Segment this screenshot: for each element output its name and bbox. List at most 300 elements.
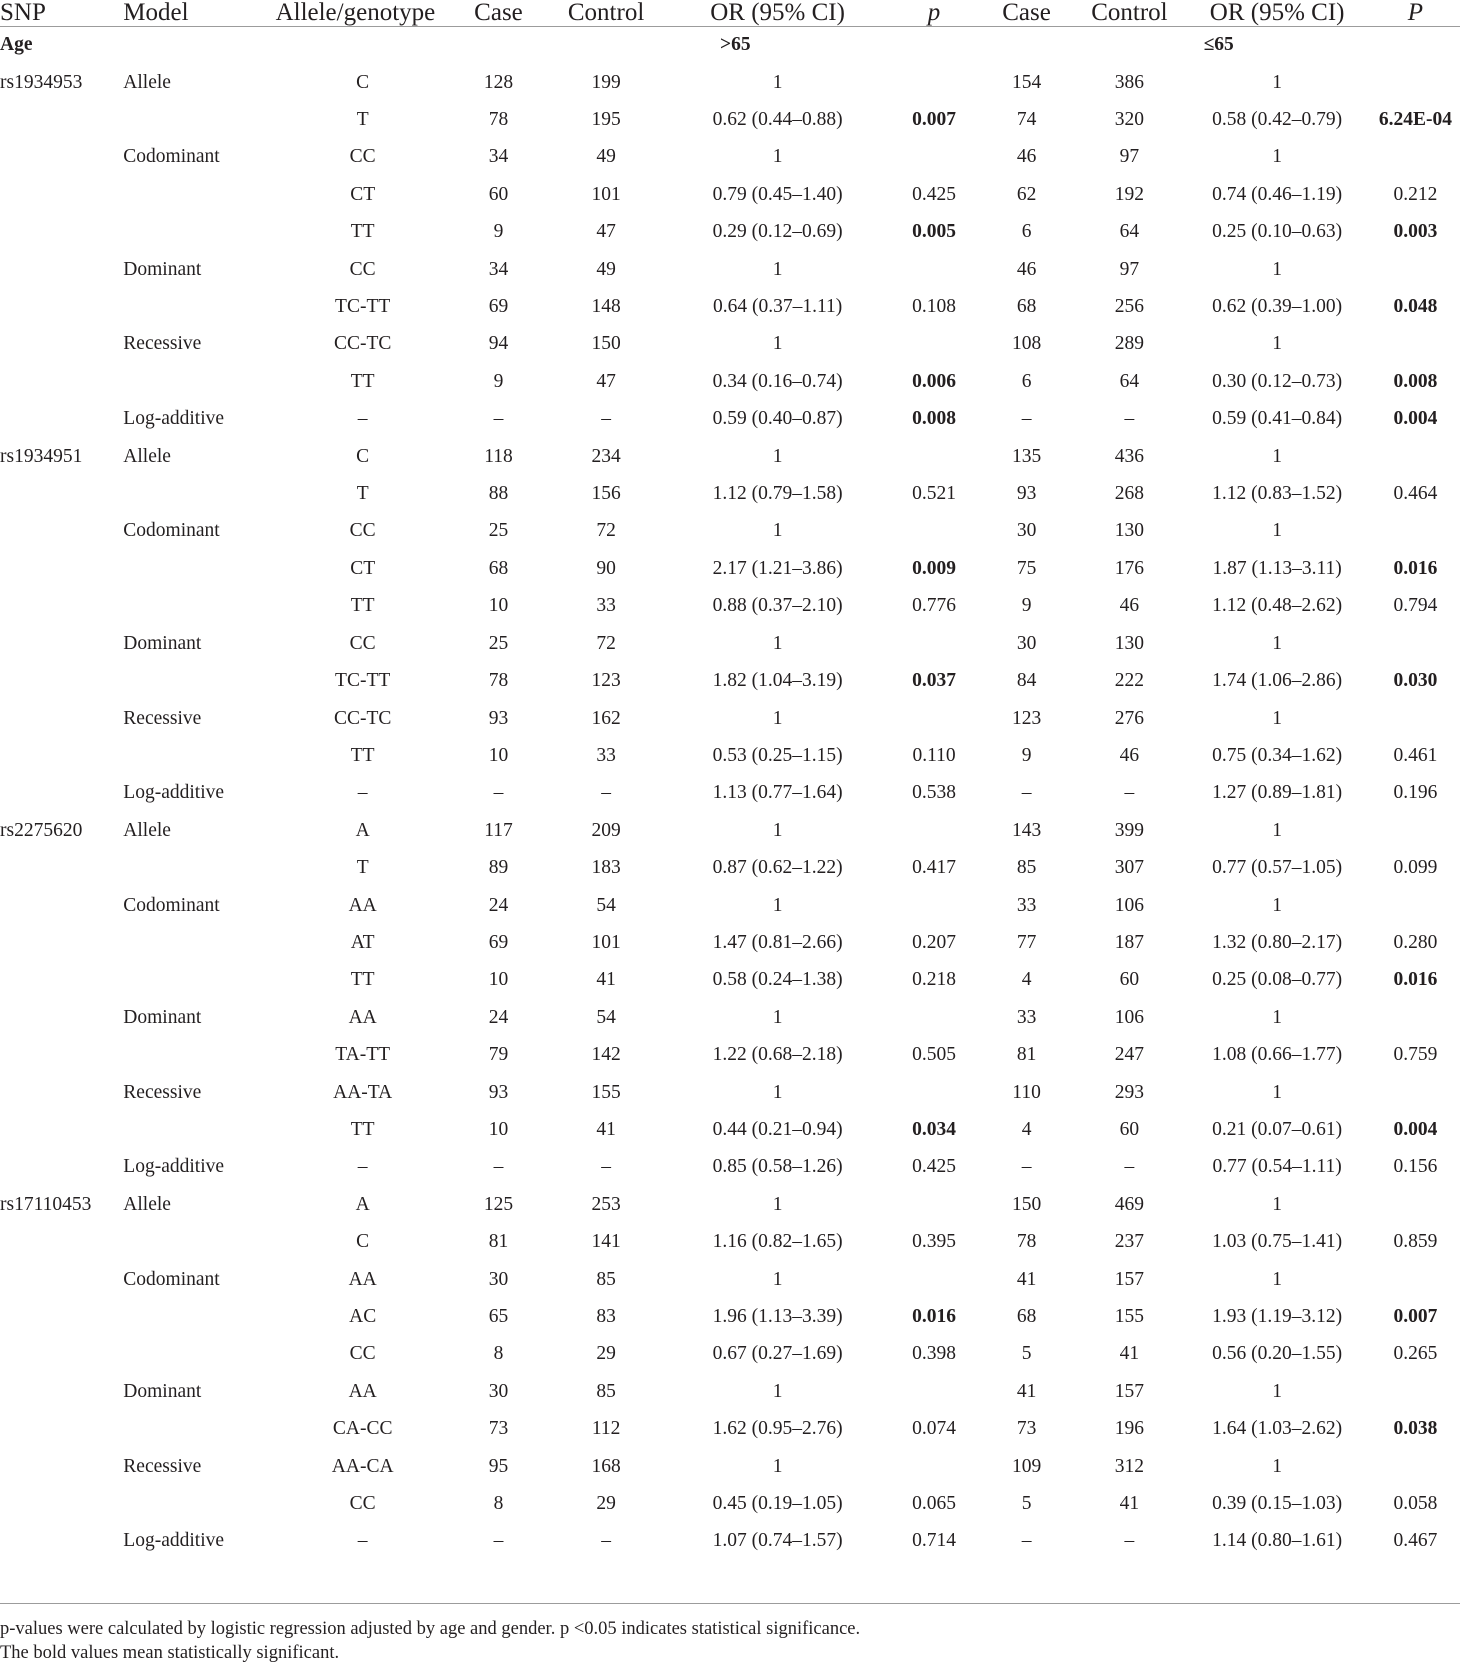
header-case-group1: Case bbox=[474, 0, 523, 26]
table-body bbox=[0, 27, 1460, 1561]
table-row bbox=[0, 1448, 1460, 1485]
table-row bbox=[0, 887, 1460, 924]
cell-or-gt65: 1 bbox=[772, 1193, 783, 1215]
cell-genotype: TT bbox=[350, 1118, 375, 1140]
cell-p-le65: 0.280 bbox=[1393, 931, 1438, 953]
cell-or-le65: 1 bbox=[1272, 1006, 1283, 1028]
header-allele-genotype: Allele/genotype bbox=[275, 0, 436, 26]
cell-case-gt65: 10 bbox=[488, 969, 509, 991]
cell-genotype: AA bbox=[348, 1006, 377, 1028]
cell-p-le65 bbox=[1371, 999, 1460, 1036]
cell-or-le65: 0.25 (0.08–0.77) bbox=[1212, 969, 1343, 991]
cell-or-gt65: 1.22 (0.68–2.18) bbox=[712, 1044, 843, 1066]
cell-or-gt65: 1 bbox=[772, 445, 783, 467]
table-row bbox=[0, 924, 1460, 961]
cell-case-gt65: 128 bbox=[483, 71, 514, 93]
cell-case-gt65: 78 bbox=[488, 670, 509, 692]
cell-case-le65: 46 bbox=[1016, 258, 1037, 280]
cell-p-le65: 0.003 bbox=[1393, 221, 1438, 243]
table-row bbox=[0, 1485, 1460, 1522]
cell-p-le65: 0.196 bbox=[1393, 782, 1438, 804]
cell-control-le65: – bbox=[1124, 408, 1135, 430]
cell-or-le65: 1 bbox=[1272, 71, 1283, 93]
cell-control-le65: 276 bbox=[1114, 707, 1145, 729]
cell-model bbox=[123, 288, 275, 325]
cell-genotype: TC-TT bbox=[335, 296, 391, 318]
cell-or-gt65: 0.44 (0.21–0.94) bbox=[712, 1118, 843, 1140]
cell-case-le65: 33 bbox=[1016, 1006, 1037, 1028]
footnote-divider bbox=[0, 1603, 1460, 1604]
cell-snp bbox=[0, 1448, 123, 1485]
cell-case-gt65: 9 bbox=[493, 221, 504, 243]
table-row bbox=[0, 401, 1460, 438]
cell-model bbox=[123, 475, 275, 512]
cell-control-gt65: 33 bbox=[596, 595, 616, 617]
cell-snp bbox=[0, 1261, 123, 1298]
cell-model: Codominant bbox=[123, 894, 220, 916]
cell-case-gt65: 24 bbox=[488, 894, 509, 916]
cell-or-le65: 1 bbox=[1272, 894, 1283, 916]
cell-control-le65: 222 bbox=[1114, 670, 1145, 692]
cell-case-le65: 9 bbox=[1021, 744, 1032, 766]
table-row bbox=[0, 812, 1460, 849]
cell-p-gt65 bbox=[890, 625, 978, 662]
cell-case-gt65: 69 bbox=[488, 296, 509, 318]
cell-or-le65: 1.32 (0.80–2.17) bbox=[1212, 931, 1343, 953]
cell-control-gt65: – bbox=[601, 408, 611, 430]
cell-control-le65: 436 bbox=[1114, 445, 1145, 467]
cell-genotype: CC bbox=[349, 146, 376, 168]
cell-p-gt65: 0.006 bbox=[912, 370, 956, 392]
cell-case-gt65: 60 bbox=[488, 183, 509, 205]
cell-or-gt65: 1 bbox=[772, 632, 783, 654]
cell-control-le65: 97 bbox=[1119, 146, 1140, 168]
header-case-group2: Case bbox=[1002, 0, 1051, 26]
cell-case-gt65: 34 bbox=[488, 146, 509, 168]
cell-model bbox=[123, 1298, 275, 1335]
table-row bbox=[0, 662, 1460, 699]
cell-case-gt65: 125 bbox=[483, 1193, 514, 1215]
cell-case-gt65: 24 bbox=[488, 1006, 509, 1028]
cell-p-gt65: 0.207 bbox=[912, 931, 956, 953]
cell-case-gt65: 65 bbox=[488, 1306, 509, 1328]
cell-snp bbox=[0, 588, 123, 625]
cell-model bbox=[123, 363, 275, 400]
table-row bbox=[0, 288, 1460, 325]
cell-case-le65: 9 bbox=[1021, 595, 1032, 617]
cell-p-gt65: 0.034 bbox=[912, 1118, 956, 1140]
cell-or-le65: 1 bbox=[1272, 1268, 1283, 1290]
cell-control-gt65: 162 bbox=[591, 707, 621, 729]
cell-or-le65: 1.14 (0.80–1.61) bbox=[1212, 1530, 1343, 1552]
cell-control-le65: 97 bbox=[1119, 258, 1140, 280]
cell-control-le65: 187 bbox=[1114, 931, 1145, 953]
cell-p-le65 bbox=[1371, 1186, 1460, 1223]
cell-or-gt65: 0.62 (0.44–0.88) bbox=[712, 109, 843, 131]
cell-control-gt65: 156 bbox=[591, 483, 621, 505]
cell-snp bbox=[0, 214, 123, 251]
cell-or-le65: 1 bbox=[1272, 146, 1283, 168]
cell-p-gt65: 0.108 bbox=[912, 296, 956, 318]
cell-or-gt65: 1 bbox=[772, 1455, 783, 1477]
cell-p-gt65 bbox=[890, 438, 978, 475]
cell-snp bbox=[0, 176, 123, 213]
cell-control-le65: – bbox=[1124, 782, 1135, 804]
cell-case-le65: 5 bbox=[1021, 1343, 1032, 1365]
header-p-group2: P bbox=[1407, 0, 1424, 26]
cell-control-gt65: 47 bbox=[596, 370, 616, 392]
cell-case-gt65: 25 bbox=[488, 632, 509, 654]
cell-genotype: C bbox=[356, 71, 370, 93]
cell-p-le65 bbox=[1371, 625, 1460, 662]
table-row bbox=[0, 326, 1460, 363]
cell-case-gt65: 95 bbox=[488, 1455, 509, 1477]
cell-case-le65: 6 bbox=[1021, 370, 1032, 392]
cell-or-gt65: 1 bbox=[772, 1081, 783, 1103]
cell-p-gt65 bbox=[890, 513, 978, 550]
header-or-group2: OR (95% CI) bbox=[1209, 0, 1345, 26]
cell-control-gt65: 112 bbox=[591, 1418, 621, 1440]
table-row bbox=[0, 1074, 1460, 1111]
cell-control-le65: 41 bbox=[1119, 1343, 1140, 1365]
cell-p-gt65: 0.005 bbox=[912, 221, 956, 243]
cell-or-le65: 1.64 (1.03–2.62) bbox=[1212, 1418, 1343, 1440]
cell-model: Dominant bbox=[123, 1006, 202, 1028]
table-row bbox=[0, 1298, 1460, 1335]
cell-control-gt65: 199 bbox=[591, 71, 621, 93]
table-row bbox=[0, 1111, 1460, 1148]
cell-control-le65: 60 bbox=[1119, 969, 1140, 991]
cell-control-le65: 256 bbox=[1114, 296, 1145, 318]
cell-model: Recessive bbox=[123, 707, 202, 729]
cell-p-le65 bbox=[1371, 1261, 1460, 1298]
cell-snp bbox=[0, 101, 123, 138]
cell-or-gt65: 1 bbox=[772, 1380, 783, 1402]
cell-case-le65: 77 bbox=[1016, 931, 1037, 953]
cell-p-le65: 0.467 bbox=[1393, 1530, 1438, 1552]
cell-control-le65: 192 bbox=[1114, 183, 1145, 205]
cell-p-le65 bbox=[1371, 700, 1460, 737]
table-row bbox=[0, 1373, 1460, 1410]
cell-p-le65 bbox=[1371, 1448, 1460, 1485]
cell-p-le65 bbox=[1371, 326, 1460, 363]
cell-p-gt65 bbox=[890, 999, 978, 1036]
cell-p-gt65: 0.538 bbox=[912, 782, 956, 804]
cell-model: Recessive bbox=[123, 333, 202, 355]
cell-case-gt65: 8 bbox=[493, 1493, 504, 1515]
cell-control-gt65: 141 bbox=[591, 1231, 621, 1253]
cell-case-gt65: 79 bbox=[488, 1044, 509, 1066]
cell-control-le65: 106 bbox=[1114, 1006, 1145, 1028]
cell-or-le65: 1.08 (0.66–1.77) bbox=[1212, 1044, 1343, 1066]
cell-p-le65: 0.759 bbox=[1393, 1044, 1438, 1066]
cell-genotype: CC bbox=[349, 632, 376, 654]
cell-case-le65: 30 bbox=[1016, 520, 1037, 542]
cell-or-le65: 1.27 (0.89–1.81) bbox=[1212, 782, 1343, 804]
cell-or-le65: 1 bbox=[1272, 632, 1283, 654]
cell-snp bbox=[0, 1373, 123, 1410]
cell-p-gt65: 0.505 bbox=[912, 1044, 956, 1066]
cell-case-le65: – bbox=[1021, 1530, 1032, 1552]
cell-model bbox=[123, 1111, 275, 1148]
cell-or-le65: 1 bbox=[1272, 520, 1283, 542]
cell-control-gt65: – bbox=[601, 782, 611, 804]
cell-control-le65: 293 bbox=[1114, 1081, 1145, 1103]
cell-case-le65: 62 bbox=[1016, 183, 1037, 205]
cell-case-gt65: 9 bbox=[493, 370, 504, 392]
table-row bbox=[0, 251, 1460, 288]
cell-p-gt65: 0.016 bbox=[912, 1306, 956, 1328]
cell-genotype: C bbox=[356, 1231, 370, 1253]
cell-case-gt65: 89 bbox=[488, 857, 509, 879]
cell-p-gt65 bbox=[890, 812, 978, 849]
cell-or-le65: 1 bbox=[1272, 258, 1283, 280]
cell-control-le65: 469 bbox=[1114, 1193, 1145, 1215]
cell-control-gt65: 155 bbox=[591, 1081, 621, 1103]
cell-p-gt65: 0.425 bbox=[912, 183, 956, 205]
cell-model: Codominant bbox=[123, 520, 220, 542]
cell-p-gt65 bbox=[890, 1448, 978, 1485]
cell-p-le65 bbox=[1371, 812, 1460, 849]
cell-case-le65: – bbox=[1021, 782, 1032, 804]
table-row bbox=[0, 999, 1460, 1036]
cell-case-gt65: – bbox=[493, 1156, 504, 1178]
cell-or-le65: 0.62 (0.39–1.00) bbox=[1212, 296, 1343, 318]
table-row bbox=[0, 849, 1460, 886]
cell-or-gt65: 1 bbox=[772, 258, 783, 280]
cell-case-le65: – bbox=[1021, 408, 1032, 430]
cell-or-le65: 1 bbox=[1272, 1455, 1283, 1477]
cell-snp bbox=[0, 513, 123, 550]
cell-model: Allele bbox=[123, 1193, 171, 1215]
cell-case-le65: 108 bbox=[1011, 333, 1042, 355]
cell-case-le65: 5 bbox=[1021, 1493, 1032, 1515]
cell-p-le65: 0.030 bbox=[1393, 670, 1438, 692]
cell-case-le65: 93 bbox=[1016, 483, 1037, 505]
cell-control-le65: 268 bbox=[1114, 483, 1145, 505]
cell-p-le65: 0.212 bbox=[1393, 183, 1438, 205]
cell-model bbox=[123, 1224, 275, 1261]
cell-case-gt65: – bbox=[493, 1530, 504, 1552]
cell-or-gt65: 1.13 (0.77–1.64) bbox=[712, 782, 843, 804]
cell-case-gt65: 30 bbox=[488, 1380, 509, 1402]
cell-or-le65: 1 bbox=[1272, 445, 1283, 467]
cell-case-le65: 123 bbox=[1011, 707, 1042, 729]
cell-or-gt65: 0.34 (0.16–0.74) bbox=[712, 370, 843, 392]
cell-model bbox=[123, 214, 275, 251]
cell-or-le65: 0.58 (0.42–0.79) bbox=[1212, 109, 1343, 131]
cell-genotype: CC bbox=[349, 1493, 376, 1515]
age-label: Age bbox=[0, 34, 33, 56]
cell-control-le65: 157 bbox=[1114, 1268, 1145, 1290]
cell-p-le65: 0.016 bbox=[1393, 969, 1438, 991]
cell-or-gt65: 0.59 (0.40–0.87) bbox=[712, 408, 843, 430]
cell-control-gt65: – bbox=[601, 1530, 611, 1552]
cell-genotype: CT bbox=[350, 183, 376, 205]
cell-or-gt65: 0.79 (0.45–1.40) bbox=[712, 183, 843, 205]
cell-p-gt65: 0.417 bbox=[912, 857, 956, 879]
cell-control-gt65: 209 bbox=[591, 819, 621, 841]
cell-or-le65: 1 bbox=[1272, 1193, 1283, 1215]
table-row bbox=[0, 1036, 1460, 1073]
cell-case-gt65: 117 bbox=[484, 819, 513, 841]
cell-genotype: CC-TC bbox=[333, 707, 392, 729]
cell-p-gt65: 0.395 bbox=[912, 1231, 956, 1253]
table-row bbox=[0, 550, 1460, 587]
cell-case-gt65: – bbox=[493, 408, 504, 430]
cell-model bbox=[123, 1036, 275, 1073]
cell-control-gt65: 253 bbox=[591, 1193, 621, 1215]
cell-genotype: T bbox=[356, 857, 369, 879]
cell-model: Dominant bbox=[123, 258, 202, 280]
table-row bbox=[0, 1411, 1460, 1448]
cell-genotype: AA bbox=[348, 1268, 377, 1290]
cell-model: Recessive bbox=[123, 1081, 202, 1103]
cell-or-le65: 1.03 (0.75–1.41) bbox=[1212, 1231, 1343, 1253]
cell-control-le65: 176 bbox=[1114, 557, 1145, 579]
table-row bbox=[0, 64, 1460, 101]
cell-model: Dominant bbox=[123, 1380, 202, 1402]
table-row bbox=[0, 101, 1460, 138]
cell-model: Allele bbox=[123, 819, 171, 841]
cell-control-gt65: 195 bbox=[591, 109, 621, 131]
cell-model: Codominant bbox=[123, 146, 220, 168]
cell-case-gt65: 88 bbox=[488, 483, 509, 505]
cell-or-le65: 1 bbox=[1272, 1380, 1283, 1402]
cell-case-gt65: – bbox=[493, 782, 504, 804]
table-row bbox=[0, 775, 1460, 812]
cell-model: Log-additive bbox=[123, 408, 225, 430]
cell-case-le65: 85 bbox=[1016, 857, 1037, 879]
cell-p-le65: 0.008 bbox=[1393, 370, 1438, 392]
cell-or-gt65: 1 bbox=[772, 1268, 783, 1290]
cell-p-le65 bbox=[1371, 1074, 1460, 1111]
cell-p-le65: 0.859 bbox=[1393, 1231, 1438, 1253]
cell-control-le65: 46 bbox=[1119, 744, 1140, 766]
cell-snp bbox=[0, 1149, 123, 1186]
cell-genotype: TC-TT bbox=[335, 670, 391, 692]
cell-or-gt65: 2.17 (1.21–3.86) bbox=[712, 557, 843, 579]
cell-or-le65: 0.77 (0.57–1.05) bbox=[1212, 857, 1343, 879]
cell-case-le65: 78 bbox=[1016, 1231, 1037, 1253]
cell-snp bbox=[0, 625, 123, 662]
cell-control-le65: 307 bbox=[1114, 857, 1145, 879]
cell-or-gt65: 1 bbox=[772, 707, 783, 729]
cell-control-gt65: 41 bbox=[596, 969, 616, 991]
cell-p-gt65: 0.065 bbox=[912, 1493, 956, 1515]
cell-or-gt65: 1 bbox=[772, 146, 783, 168]
cell-control-le65: 41 bbox=[1119, 1493, 1140, 1515]
cell-control-gt65: 123 bbox=[591, 670, 621, 692]
cell-case-le65: 143 bbox=[1011, 819, 1042, 841]
cell-or-gt65: 1.07 (0.74–1.57) bbox=[712, 1530, 843, 1552]
header-control-group1: Control bbox=[567, 0, 645, 26]
cell-or-le65: 1 bbox=[1272, 707, 1283, 729]
cell-control-gt65: 183 bbox=[591, 857, 621, 879]
cell-or-le65: 0.39 (0.15–1.03) bbox=[1212, 1493, 1343, 1515]
cell-control-le65: 399 bbox=[1114, 819, 1145, 841]
cell-p-gt65: 0.007 bbox=[912, 109, 956, 131]
cell-p-le65: 0.099 bbox=[1393, 857, 1438, 879]
cell-snp bbox=[0, 550, 123, 587]
cell-genotype: CC bbox=[349, 520, 376, 542]
cell-case-le65: 68 bbox=[1016, 296, 1037, 318]
cell-or-le65: 0.56 (0.20–1.55) bbox=[1212, 1343, 1343, 1365]
cell-p-gt65 bbox=[890, 139, 978, 176]
cell-or-gt65: 0.53 (0.25–1.15) bbox=[712, 744, 843, 766]
cell-or-gt65: 0.67 (0.27–1.69) bbox=[712, 1343, 843, 1365]
cell-p-le65: 0.048 bbox=[1393, 296, 1438, 318]
cell-snp bbox=[0, 962, 123, 999]
table-row bbox=[0, 438, 1460, 475]
cell-case-gt65: 68 bbox=[488, 557, 509, 579]
cell-control-gt65: 83 bbox=[596, 1306, 616, 1328]
cell-model: Allele bbox=[123, 71, 171, 93]
cell-genotype: AA bbox=[348, 894, 377, 916]
cell-case-le65: 81 bbox=[1016, 1044, 1037, 1066]
table-row bbox=[0, 1336, 1460, 1373]
cell-control-le65: 60 bbox=[1119, 1118, 1140, 1140]
cell-p-le65: 0.058 bbox=[1393, 1493, 1438, 1515]
cell-control-gt65: – bbox=[601, 1156, 611, 1178]
cell-control-le65: 64 bbox=[1119, 370, 1140, 392]
cell-control-gt65: 54 bbox=[596, 1006, 616, 1028]
cell-case-gt65: 73 bbox=[488, 1418, 509, 1440]
cell-or-gt65: 0.85 (0.58–1.26) bbox=[712, 1156, 843, 1178]
cell-p-gt65: 0.110 bbox=[912, 744, 956, 766]
cell-genotype: C bbox=[356, 445, 370, 467]
cell-genotype: – bbox=[357, 1530, 368, 1552]
cell-genotype: TT bbox=[350, 370, 375, 392]
cell-snp bbox=[0, 1523, 123, 1560]
cell-case-le65: 41 bbox=[1016, 1380, 1037, 1402]
cell-p-gt65 bbox=[890, 700, 978, 737]
cell-case-le65: 73 bbox=[1016, 1418, 1037, 1440]
cell-model: Log-additive bbox=[123, 782, 225, 804]
cell-snp bbox=[0, 326, 123, 363]
header-or-group1: OR (95% CI) bbox=[710, 0, 845, 26]
cell-snp: rs1934953 bbox=[0, 71, 83, 93]
cell-p-le65 bbox=[1371, 513, 1460, 550]
table-row bbox=[0, 1224, 1460, 1261]
footnote-bold: The bold values mean statistically significant. bbox=[0, 1643, 340, 1663]
cell-p-gt65 bbox=[890, 1186, 978, 1223]
cell-snp bbox=[0, 401, 123, 438]
cell-control-le65: 130 bbox=[1114, 520, 1145, 542]
cell-case-gt65: 118 bbox=[484, 445, 513, 467]
cell-snp bbox=[0, 924, 123, 961]
cell-case-le65: 6 bbox=[1021, 221, 1032, 243]
cell-snp bbox=[0, 999, 123, 1036]
cell-p-le65: 0.794 bbox=[1393, 595, 1438, 617]
cell-or-gt65: 1 bbox=[772, 71, 783, 93]
cell-snp bbox=[0, 251, 123, 288]
cell-p-gt65: 0.074 bbox=[912, 1418, 956, 1440]
cell-control-gt65: 49 bbox=[596, 146, 616, 168]
cell-control-gt65: 90 bbox=[596, 557, 616, 579]
table-row bbox=[0, 625, 1460, 662]
cell-control-le65: 196 bbox=[1114, 1418, 1145, 1440]
cell-snp bbox=[0, 1036, 123, 1073]
cell-model bbox=[123, 1485, 275, 1522]
cell-snp bbox=[0, 887, 123, 924]
cell-snp: rs1934951 bbox=[0, 445, 83, 467]
cell-p-le65: 0.004 bbox=[1393, 1118, 1438, 1140]
cell-snp bbox=[0, 1074, 123, 1111]
cell-case-le65: 74 bbox=[1016, 109, 1037, 131]
cell-model bbox=[123, 662, 275, 699]
cell-case-gt65: 10 bbox=[488, 744, 509, 766]
